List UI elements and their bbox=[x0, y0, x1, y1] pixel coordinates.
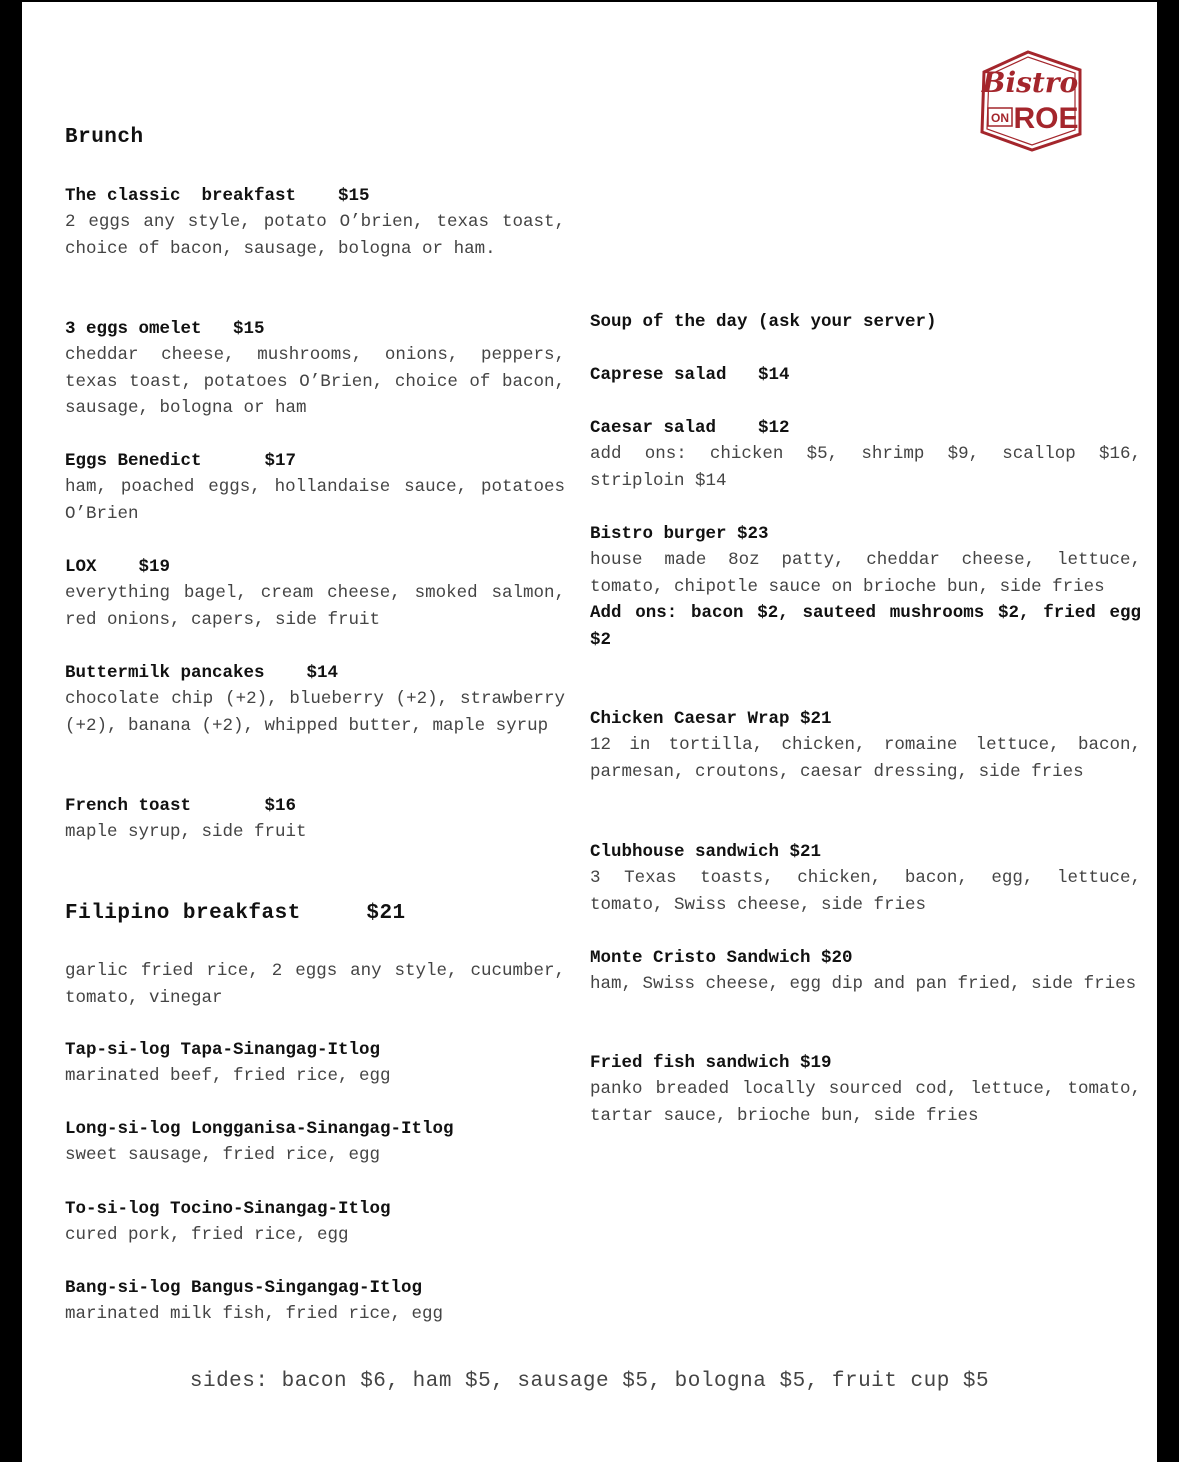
item-description: 12 in tortilla, chicken, romaine lettuce, bacon, parmesan, croutons, caesar dressing, side fries bbox=[590, 735, 1141, 782]
item-title: Caprese salad $14 bbox=[590, 365, 790, 385]
menu-item bbox=[65, 660, 565, 739]
menu-item bbox=[590, 839, 1141, 918]
menu-item bbox=[65, 1037, 565, 1090]
item-title: LOX $19 bbox=[65, 557, 171, 577]
menu-item bbox=[65, 793, 565, 846]
menu-item bbox=[65, 316, 565, 422]
item-description: cured pork, fried rice, egg bbox=[65, 1225, 349, 1245]
item-title: Fried fish sandwich $19 bbox=[590, 1053, 832, 1073]
item-description: sweet sausage, fried rice, egg bbox=[65, 1145, 381, 1165]
menu-item bbox=[65, 1116, 565, 1169]
item-addons: Add ons: bacon $2, sauteed mushrooms $2, fried egg $2 bbox=[590, 603, 1141, 650]
item-description: ham, Swiss cheese, egg dip and pan fried, side fries bbox=[590, 974, 1137, 994]
bistro-on-roe-logo bbox=[970, 46, 1090, 156]
item-title: Buttermilk pancakes $14 bbox=[65, 663, 339, 683]
menu-item bbox=[590, 309, 1141, 335]
item-title: French toast $16 bbox=[65, 796, 297, 816]
item-title: Caesar salad $12 bbox=[590, 418, 790, 438]
menu-item bbox=[590, 415, 1141, 494]
item-description: marinated milk fish, fried rice, egg bbox=[65, 1304, 444, 1324]
item-title: Monte Cristo Sandwich $20 bbox=[590, 948, 853, 968]
item-title: Long-si-log Longganisa-Sinangag-Itlog bbox=[65, 1119, 454, 1139]
filipino-description: garlic fried rice, 2 eggs any style, cucumber, tomato, vinegar bbox=[65, 961, 565, 1008]
item-title: Bistro burger $23 bbox=[590, 524, 769, 544]
logo-line3: ROE bbox=[1013, 102, 1079, 135]
menu-item bbox=[65, 183, 565, 262]
item-title: Clubhouse sandwich $21 bbox=[590, 842, 822, 862]
item-title: Bang-si-log Bangus-Singangag-Itlog bbox=[65, 1278, 423, 1298]
item-title: Chicken Caesar Wrap $21 bbox=[590, 709, 832, 729]
menu-item bbox=[65, 554, 565, 633]
item-title: Eggs Benedict $17 bbox=[65, 451, 297, 471]
item-description: panko breaded locally sourced cod, lettuce, tomato, tartar sauce, brioche bun, side fries bbox=[590, 1079, 1141, 1126]
item-description: chocolate chip (+2), blueberry (+2), strawberry (+2), banana (+2), whipped butter, maple syrup bbox=[65, 689, 565, 736]
sides-line: sides: bacon $6, ham $5, sausage $5, bologna $5, fruit cup $5 bbox=[189, 1370, 990, 1393]
item-description: house made 8oz patty, cheddar cheese, lettuce, tomato, chipotle sauce on brioche bun, side fries bbox=[590, 550, 1141, 597]
item-description: 3 Texas toasts, chicken, bacon, egg, lettuce, tomato, Swiss cheese, side fries bbox=[590, 868, 1141, 915]
menu-item bbox=[65, 1196, 565, 1249]
menu-page bbox=[22, 2, 1157, 1462]
brunch-heading: Brunch bbox=[65, 126, 144, 149]
logo-line1: Bistro bbox=[981, 66, 1079, 99]
item-description: marinated beef, fried rice, egg bbox=[65, 1066, 391, 1086]
item-description: cheddar cheese, mushrooms, onions, peppers, texas toast, potatoes O’Brien, choice of bacon, sausage, bologna or ham bbox=[65, 345, 565, 418]
item-description: ham, poached eggs, hollandaise sauce, potatoes O’Brien bbox=[65, 477, 565, 524]
item-title: 3 eggs omelet $15 bbox=[65, 319, 265, 339]
item-description: maple syrup, side fruit bbox=[65, 822, 307, 842]
item-description: everything bagel, cream cheese, smoked salmon, red onions, capers, side fruit bbox=[65, 583, 565, 630]
item-description: 2 eggs any style, potato O’brien, texas toast, choice of bacon, sausage, bologna or ham. bbox=[65, 212, 565, 259]
item-title: Soup of the day (ask your server) bbox=[590, 312, 937, 332]
menu-item bbox=[590, 945, 1141, 998]
menu-item bbox=[590, 706, 1141, 785]
item-description: add ons: chicken $5, shrimp $9, scallop $16, striploin $14 bbox=[590, 444, 1141, 491]
item-title: The classic breakfast $15 bbox=[65, 186, 370, 206]
menu-item bbox=[590, 362, 1141, 388]
logo-line2: ON bbox=[991, 111, 1009, 125]
menu-item bbox=[590, 521, 1141, 653]
menu-item bbox=[590, 1050, 1141, 1129]
item-title: To-si-log Tocino-Sinangag-Itlog bbox=[65, 1199, 391, 1219]
filipino-heading: Filipino breakfast $21 bbox=[65, 902, 406, 925]
menu-item bbox=[65, 448, 565, 527]
item-title: Tap-si-log Tapa-Sinangag-Itlog bbox=[65, 1040, 381, 1060]
menu-item bbox=[65, 1275, 565, 1328]
